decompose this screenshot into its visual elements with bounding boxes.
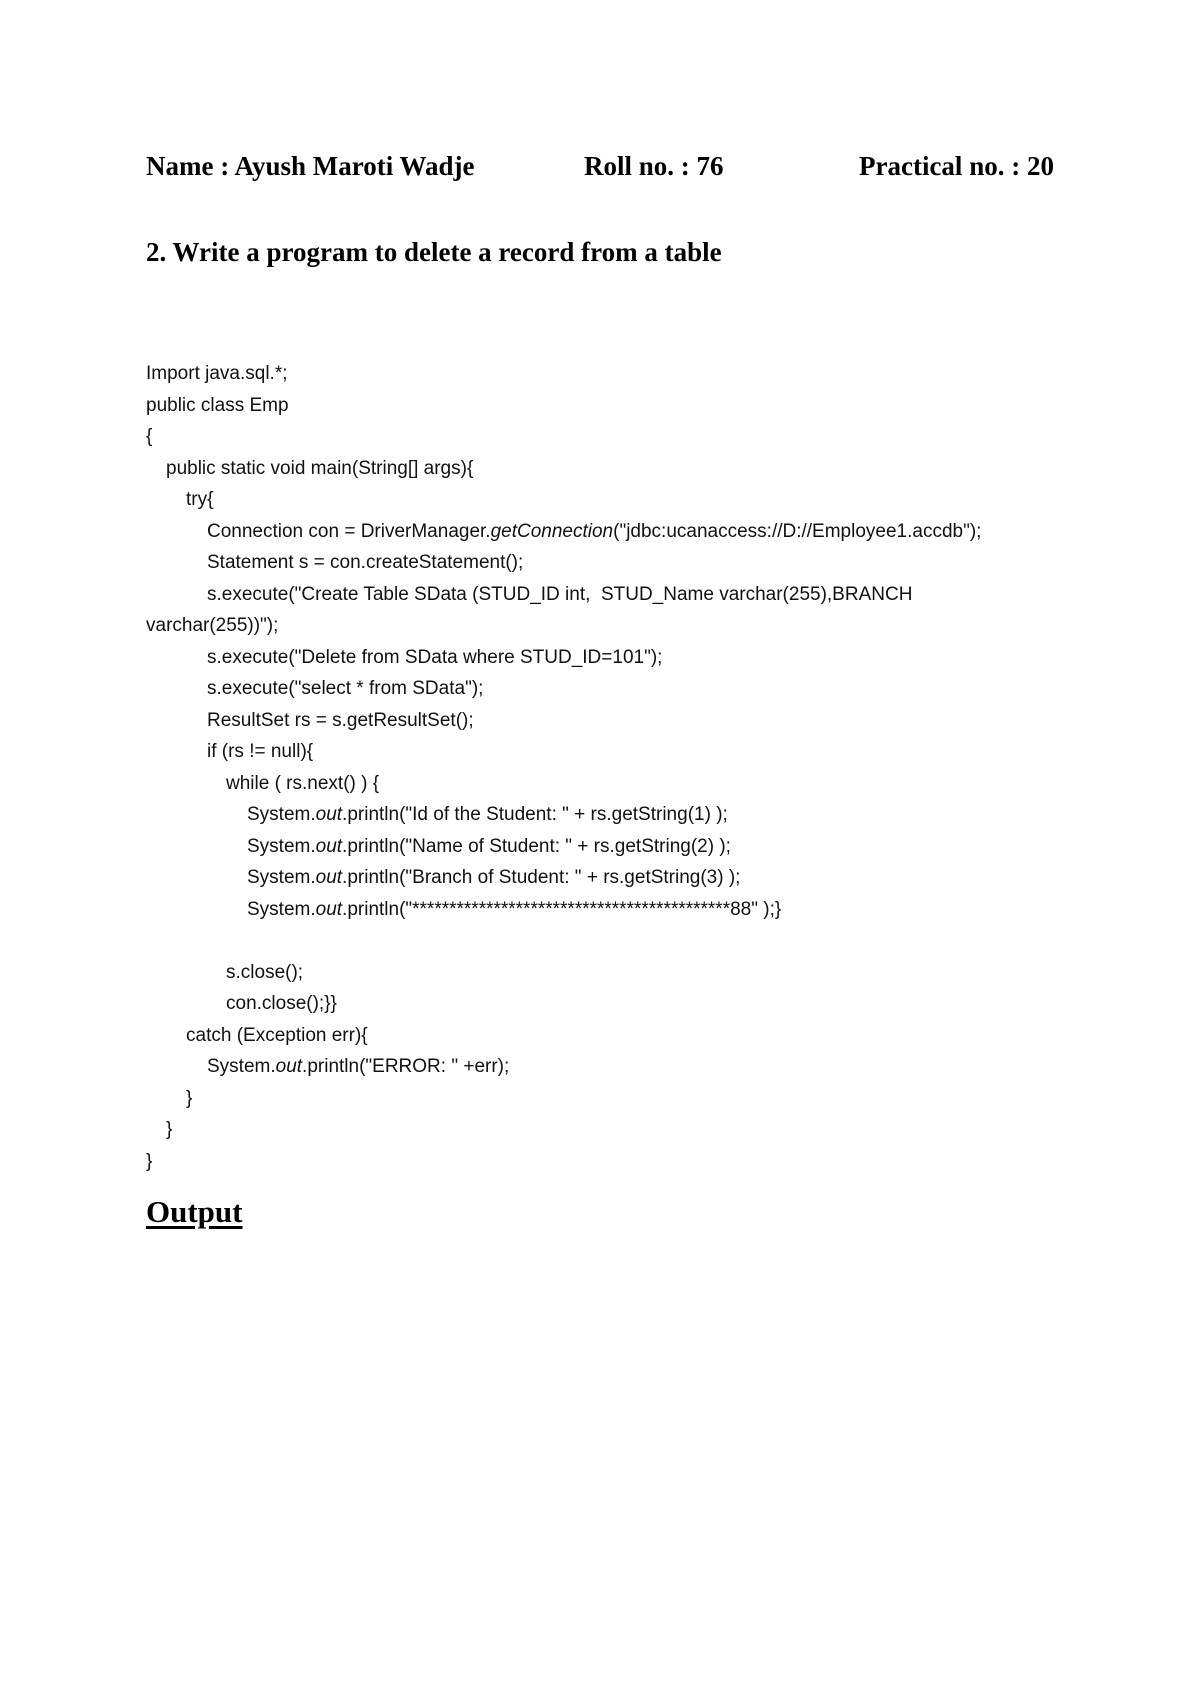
code-line: { bbox=[146, 426, 153, 447]
code-line: Import java.sql.*; bbox=[146, 363, 288, 384]
code-line: ResultSet rs = s.getResultSet(); bbox=[207, 709, 474, 731]
code-line: if (rs != null){ bbox=[207, 741, 314, 762]
code-line: Connection con = DriverManager.getConnection("jdbc:ucanaccess://D://Employee1.accdb"); bbox=[207, 520, 982, 542]
code-line: varchar(255))"); bbox=[146, 615, 279, 636]
code-line: s.execute("Create Table SData (STUD_ID int, STUD_Name varchar(255),BRANCH bbox=[207, 583, 913, 605]
code-line: s.close(); bbox=[226, 961, 304, 983]
practical-number: Practical no. : 20 bbox=[859, 151, 1054, 181]
code-line: s.execute("select * from SData"); bbox=[207, 678, 484, 699]
code-line: Statement s = con.createStatement(); bbox=[207, 552, 524, 573]
code-line: con.close();}} bbox=[226, 993, 337, 1014]
blank-line bbox=[146, 925, 1086, 957]
code-line: try{ bbox=[186, 489, 214, 510]
roll-number: Roll no. : 76 bbox=[584, 151, 724, 181]
code-line: } bbox=[166, 1119, 173, 1140]
code-line: while ( rs.next() ) { bbox=[226, 772, 380, 794]
question-title: 2. Write a program to delete a record from a table bbox=[146, 237, 722, 267]
code-line: } bbox=[186, 1087, 193, 1109]
code-line: System.out.println("Branch of Student: " + rs.getString(3) ); bbox=[247, 867, 741, 888]
code-line: public class Emp bbox=[146, 394, 289, 416]
code-line: } bbox=[146, 1150, 153, 1172]
code-line: System.out.println("*******************************************88" );} bbox=[247, 898, 782, 920]
student-name: Name : Ayush Maroti Wadje bbox=[146, 151, 475, 181]
code-line: System.out.println("Id of the Student: " + rs.getString(1) ); bbox=[247, 804, 728, 825]
code-line: catch (Exception err){ bbox=[186, 1024, 368, 1046]
student-header bbox=[146, 146, 1066, 186]
code-line: public static void main(String[] args){ bbox=[166, 457, 474, 479]
code-listing bbox=[146, 358, 1086, 1177]
code-line: System.out.println("ERROR: " +err); bbox=[207, 1056, 510, 1077]
code-line: System.out.println("Name of Student: " + rs.getString(2) ); bbox=[247, 835, 731, 857]
output-heading: Output bbox=[146, 1194, 243, 1229]
code-line: s.execute("Delete from SData where STUD_ID=101"); bbox=[207, 646, 663, 668]
